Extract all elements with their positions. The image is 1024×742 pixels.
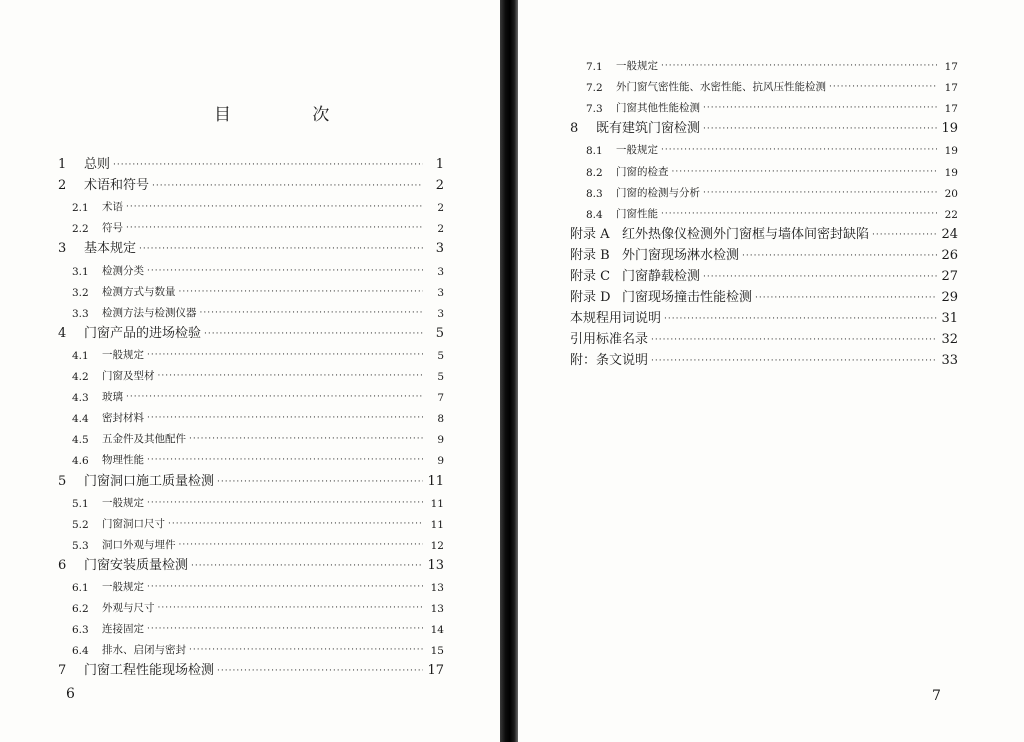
leader-dots xyxy=(168,517,423,531)
toc-entry-label: 门窗洞口施工质量检测 xyxy=(84,473,215,489)
toc-entry xyxy=(58,175,444,193)
leader-dots xyxy=(126,221,423,235)
leader-dots xyxy=(672,165,938,179)
toc-entry-number: 3.1 xyxy=(72,265,89,278)
toc-entry-number: 附录 D xyxy=(570,290,611,306)
toc-entry-number: 7.2 xyxy=(586,82,603,95)
leader-dots xyxy=(703,101,937,115)
toc-entry-number: 7.3 xyxy=(586,103,603,116)
toc-entry-page: 3 xyxy=(437,286,444,299)
toc-entry-label: 门窗其他性能检测 xyxy=(616,102,700,115)
toc-entry xyxy=(570,118,958,136)
toc-entry-page: 17 xyxy=(944,82,958,95)
toc-entry-label: 门窗及型材 xyxy=(102,370,155,382)
toc-entry-page: 22 xyxy=(944,208,958,221)
toc-entry xyxy=(72,534,444,552)
leader-dots xyxy=(189,432,423,446)
toc-entry-page: 17 xyxy=(944,61,958,73)
toc-entry xyxy=(586,182,958,200)
right-page xyxy=(518,0,1024,742)
toc-entry xyxy=(72,302,444,320)
toc-entry xyxy=(570,245,958,263)
leader-dots xyxy=(152,179,423,193)
toc-entry-page: 13 xyxy=(430,582,444,594)
toc-entry-number: 6.2 xyxy=(72,603,89,616)
toc-entry-label: 一般规定 xyxy=(616,144,658,157)
leader-dots xyxy=(147,580,423,594)
toc-entry xyxy=(72,386,444,404)
toc-entry-page: 9 xyxy=(437,455,444,468)
toc-entry-page: 11 xyxy=(427,473,444,489)
leader-dots xyxy=(651,333,937,347)
leader-dots xyxy=(113,158,423,172)
leader-dots xyxy=(217,664,423,678)
toc-entry-label: 基本规定 xyxy=(84,241,137,257)
toc-entry xyxy=(72,407,444,425)
leader-dots xyxy=(204,327,423,341)
toc-entry-label: 门窗产品的进场检验 xyxy=(84,325,202,341)
toc-entry-page: 5 xyxy=(437,349,444,362)
toc-entry xyxy=(570,329,958,347)
toc-entry-page: 19 xyxy=(941,121,958,137)
toc-entry-number: 3.3 xyxy=(72,307,89,320)
toc-entry-label: 附：条文说明 xyxy=(570,353,649,369)
toc-entry-page: 20 xyxy=(944,187,958,200)
toc-entry-page: 9 xyxy=(437,434,444,447)
toc-entry-number: 4.5 xyxy=(72,434,89,447)
toc-entry-number: 附录 B xyxy=(570,247,610,263)
toc-entry-label: 本规程用词说明 xyxy=(570,311,662,327)
toc-entry xyxy=(570,350,958,368)
toc-entry xyxy=(72,576,444,594)
toc-entry-page: 17 xyxy=(427,663,444,679)
toc-entry-page: 24 xyxy=(941,226,958,242)
toc-entry-label: 一般规定 xyxy=(102,496,144,509)
leader-dots xyxy=(139,242,423,256)
toc-entry xyxy=(586,139,958,157)
toc-entry-label: 洞口外观与埋件 xyxy=(102,538,176,551)
toc-entry-label: 五金件及其他配件 xyxy=(102,433,186,446)
toc-entry-page: 3 xyxy=(437,307,444,320)
toc-entry-page: 13 xyxy=(427,557,444,573)
book-spine xyxy=(500,0,518,742)
toc-entry-label: 检测分类 xyxy=(102,264,144,277)
toc-entry-label: 玻璃 xyxy=(102,391,123,404)
leader-dots xyxy=(703,122,937,136)
toc-entry-number: 4.2 xyxy=(72,371,89,383)
toc-entry-page: 31 xyxy=(941,311,958,327)
toc-entry-number: 6.4 xyxy=(72,645,89,658)
toc-entry xyxy=(72,449,444,467)
toc-entry-label: 一般规定 xyxy=(102,581,144,593)
toc-entry xyxy=(72,281,444,299)
toc-entry-label: 外门窗现场淋水检测 xyxy=(622,247,740,263)
leader-dots xyxy=(755,291,937,305)
toc-entry xyxy=(72,260,444,278)
toc-entry-number: 3 xyxy=(58,241,67,257)
toc-entry-number: 4.6 xyxy=(72,455,89,468)
toc-entry-page: 32 xyxy=(941,332,958,348)
toc-entry xyxy=(570,287,958,305)
toc-entry xyxy=(58,154,444,172)
leader-dots xyxy=(147,496,423,510)
toc-entry-number: 6.3 xyxy=(72,624,89,637)
toc-entry-number: 2.2 xyxy=(72,223,89,236)
toc-entry-number: 2 xyxy=(58,178,67,194)
toc-entry-page: 19 xyxy=(944,145,958,158)
toc-entry-page: 2 xyxy=(437,223,444,236)
toc-entry-label: 符号 xyxy=(102,222,123,235)
toc-entry xyxy=(72,196,444,214)
toc-entry xyxy=(72,344,444,362)
toc-entry-label: 总则 xyxy=(84,157,111,172)
leader-dots xyxy=(703,186,937,200)
toc-entry-page: 5 xyxy=(437,371,444,383)
leader-dots xyxy=(661,143,937,157)
toc-entry-label: 排水、启闭与密封 xyxy=(102,644,186,657)
toc-entry xyxy=(72,639,444,657)
toc-entry-number: 8 xyxy=(570,121,579,137)
leader-dots xyxy=(703,270,937,284)
leader-dots xyxy=(217,475,423,489)
page-number-left: 6 xyxy=(66,686,75,702)
toc-entry-number: 3.2 xyxy=(72,286,89,299)
toc-entry xyxy=(72,618,444,636)
toc-entry-label: 检测方法与检测仪器 xyxy=(102,306,197,319)
leader-dots xyxy=(651,354,937,368)
toc-entry-number: 7 xyxy=(58,663,67,679)
leader-dots xyxy=(661,59,937,73)
toc-entry xyxy=(58,323,444,341)
toc-entry-page: 12 xyxy=(430,539,444,552)
toc-entry-label: 密封材料 xyxy=(102,412,144,425)
toc-entry-number: 5.1 xyxy=(72,497,89,510)
toc-entry-label: 术语 xyxy=(102,201,123,214)
toc-entry-label: 门窗安装质量检测 xyxy=(84,557,189,573)
left-page xyxy=(0,0,500,742)
leader-dots xyxy=(147,453,423,467)
leader-dots xyxy=(147,622,423,636)
leader-dots xyxy=(179,285,424,299)
toc-entry-number: 附录 A xyxy=(570,226,610,242)
leader-dots xyxy=(147,264,423,278)
toc-entry-label: 物理性能 xyxy=(102,454,144,467)
toc-entry-label: 外观与尺寸 xyxy=(102,602,155,615)
toc-entry-label: 门窗洞口尺寸 xyxy=(102,517,165,530)
toc-entry xyxy=(586,161,958,179)
leader-dots xyxy=(126,200,423,214)
leader-dots xyxy=(158,601,424,615)
toc-entry-page: 7 xyxy=(437,392,444,405)
toc-entry-page: 2 xyxy=(435,178,444,194)
toc-entry-label: 门窗静载检测 xyxy=(622,269,701,284)
toc-entry xyxy=(72,513,444,531)
toc-entry-label: 术语和符号 xyxy=(84,178,150,194)
toc-entry-label: 外门窗气密性能、水密性能、抗风压性能检测 xyxy=(616,81,826,94)
toc-entry-label: 门窗工程性能现场检测 xyxy=(84,663,215,679)
toc-entry-number: 附录 C xyxy=(570,269,611,284)
toc-entry xyxy=(58,660,444,678)
toc-entry-page: 17 xyxy=(944,103,958,116)
toc-entry xyxy=(72,597,444,615)
toc-entry-page: 1 xyxy=(435,157,444,172)
toc-entry-label: 门窗的检测与分析 xyxy=(616,186,700,199)
toc-entry xyxy=(586,203,958,221)
leader-dots xyxy=(742,249,937,263)
toc-entry xyxy=(58,555,444,573)
leader-dots xyxy=(191,559,423,573)
toc-entry-number: 1 xyxy=(58,157,67,172)
toc-entry-number: 4.4 xyxy=(72,413,89,426)
toc-entry-label: 一般规定 xyxy=(102,348,144,361)
toc-entry-page: 14 xyxy=(430,624,444,637)
toc-entry-page: 2 xyxy=(437,202,444,215)
toc-entry-label: 连接固定 xyxy=(102,623,144,636)
toc-entry-number: 6.1 xyxy=(72,582,89,594)
toc-entry-number: 4.3 xyxy=(72,392,89,405)
leader-dots xyxy=(147,411,423,425)
toc-entry-label: 检测方式与数量 xyxy=(102,285,176,298)
leader-dots xyxy=(829,80,937,94)
toc-entry-number: 8.4 xyxy=(586,208,603,221)
toc-entry-number: 7.1 xyxy=(586,61,603,73)
toc-entry-page: 15 xyxy=(430,645,444,658)
leader-dots xyxy=(158,369,424,383)
leader-dots xyxy=(664,312,937,326)
toc-entry-number: 5 xyxy=(58,473,67,489)
toc-entry xyxy=(72,492,444,510)
toc-entry-label: 红外热像仪检测外门窗框与墙体间密封缺陷 xyxy=(622,226,870,242)
toc-entry-number: 8.1 xyxy=(586,145,603,158)
toc-entry xyxy=(586,55,958,73)
toc-entry-label: 门窗现场撞击性能检测 xyxy=(622,290,753,306)
page-number-right: 7 xyxy=(932,688,941,704)
toc-entry xyxy=(58,238,444,256)
toc-entry-page: 11 xyxy=(430,518,444,531)
toc-entry-label: 一般规定 xyxy=(616,60,658,72)
toc-entry-number: 5.3 xyxy=(72,539,89,552)
leader-dots xyxy=(661,207,937,221)
toc-entry xyxy=(586,76,958,94)
toc-entry xyxy=(58,471,444,489)
toc-entry-page: 8 xyxy=(437,413,444,426)
toc-entry xyxy=(570,224,958,242)
leader-dots xyxy=(200,306,424,320)
toc-entry-number: 8.2 xyxy=(586,166,603,179)
toc-entry-page: 3 xyxy=(435,241,444,257)
leader-dots xyxy=(147,348,423,362)
toc-entry-page: 29 xyxy=(941,290,958,306)
leader-dots xyxy=(872,228,937,242)
toc-entry-page: 33 xyxy=(941,353,958,369)
toc-entry-page: 27 xyxy=(941,269,958,284)
toc-entry-label: 既有建筑门窗检测 xyxy=(596,121,701,137)
toc-title: 目 次 xyxy=(214,105,368,125)
toc-entry xyxy=(586,97,958,115)
toc-entry-label: 门窗的检查 xyxy=(616,165,669,178)
toc-entry xyxy=(570,266,958,284)
toc-entry-number: 8.3 xyxy=(586,187,603,200)
toc-entry xyxy=(570,308,958,326)
toc-entry-label: 引用标准名录 xyxy=(570,332,649,348)
leader-dots xyxy=(179,538,424,552)
toc-entry-number: 5.2 xyxy=(72,518,89,531)
toc-entry-page: 5 xyxy=(435,325,444,341)
toc-entry-page: 19 xyxy=(944,166,958,179)
toc-entry xyxy=(72,365,444,383)
toc-entry xyxy=(72,428,444,446)
toc-entry-number: 4.1 xyxy=(72,349,89,362)
toc-entry-number: 4 xyxy=(58,325,67,341)
toc-entry-page: 3 xyxy=(437,265,444,278)
toc-entry-number: 2.1 xyxy=(72,202,89,215)
toc-entry-label: 门窗性能 xyxy=(616,207,658,220)
toc-entry-number: 6 xyxy=(58,557,67,573)
toc-entry-page: 11 xyxy=(430,497,444,510)
leader-dots xyxy=(189,643,423,657)
leader-dots xyxy=(126,390,423,404)
toc-entry-page: 13 xyxy=(430,603,444,616)
toc-entry-page: 26 xyxy=(941,247,958,263)
toc-entry xyxy=(72,217,444,235)
